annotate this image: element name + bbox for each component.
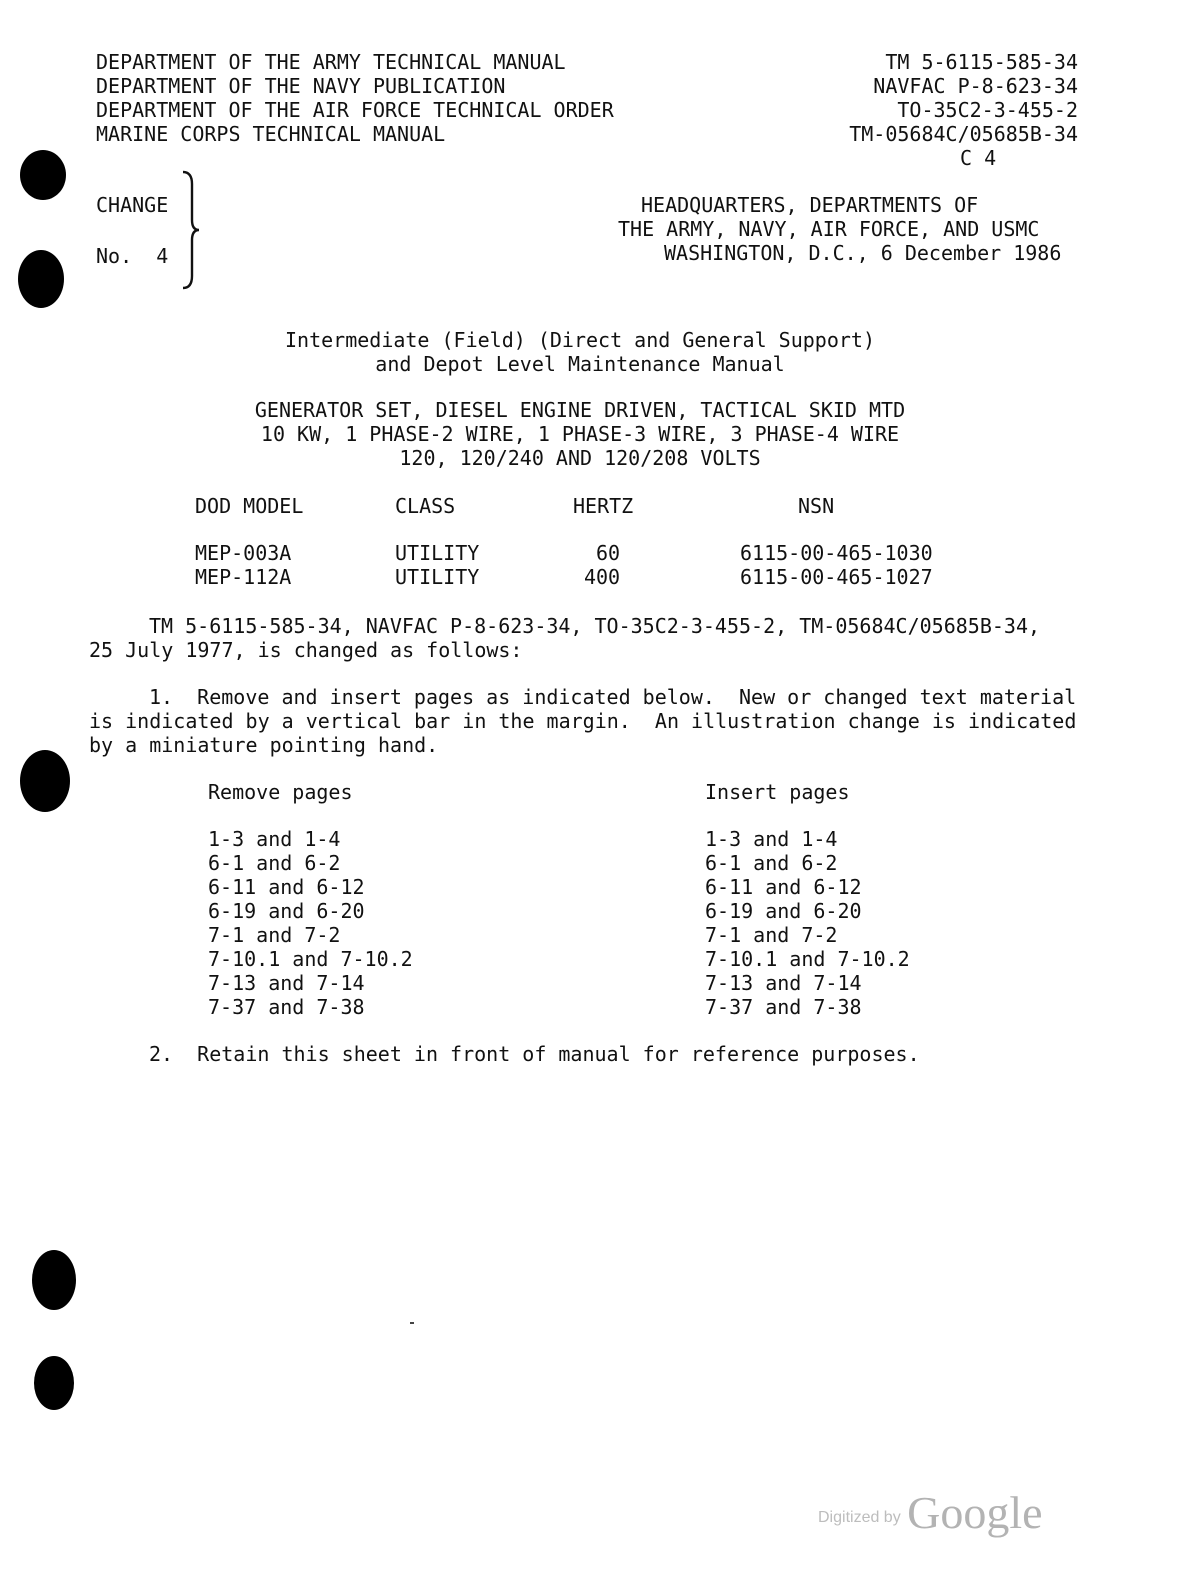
- table-cell-model: MEP-003A: [195, 541, 292, 565]
- manual-subtitle: and Depot Level Maintenance Manual: [375, 352, 785, 376]
- binder-hole: [20, 150, 66, 200]
- scan-speck: [410, 1322, 414, 1324]
- list-item: 7-37 and 7-38: [208, 995, 365, 1019]
- watermark-brand: Google: [907, 1487, 1043, 1538]
- change-code: C 4: [960, 146, 997, 170]
- headquarters-line: HEADQUARTERS, DEPARTMENTS OF: [641, 193, 979, 217]
- list-item: 6-11 and 6-12: [208, 875, 365, 899]
- intro-line: TM 5-6115-585-34, NAVFAC P-8-623-34, TO-35C2-3-455-2, TM-05684C/05685B-34,: [149, 614, 1041, 638]
- equipment-title: 10 KW, 1 PHASE-2 WIRE, 1 PHASE-3 WIRE, 3 PHASE-4 WIRE: [260, 422, 900, 446]
- equipment-title: 120, 120/240 AND 120/208 VOLTS: [399, 446, 761, 470]
- list-item: 1-3 and 1-4: [208, 827, 341, 851]
- binder-hole: [20, 750, 70, 812]
- table-header-nsn: NSN: [798, 494, 835, 518]
- list-item: 6-19 and 6-20: [705, 899, 862, 923]
- watermark-prefix: Digitized by: [818, 1509, 901, 1526]
- list-item: 7-10.1 and 7-10.2: [208, 947, 413, 971]
- document-number: TM-05684C/05685B-34: [849, 122, 1078, 146]
- header-left-line: DEPARTMENT OF THE NAVY PUBLICATION: [96, 74, 506, 98]
- change-number: No. 4: [96, 244, 169, 268]
- intro-line: 25 July 1977, is changed as follows:: [89, 638, 523, 662]
- header-left-line: DEPARTMENT OF THE ARMY TECHNICAL MANUAL: [96, 50, 566, 74]
- list-item: 7-10.1 and 7-10.2: [705, 947, 910, 971]
- instruction-line: by a miniature pointing hand.: [89, 733, 439, 757]
- equipment-title: GENERATOR SET, DIESEL ENGINE DRIVEN, TACTICAL SKID MTD: [254, 398, 906, 422]
- table-header-model: DOD MODEL: [195, 494, 304, 518]
- list-item: 7-37 and 7-38: [705, 995, 862, 1019]
- table-cell-class: UTILITY: [395, 565, 480, 589]
- list-item: 1-3 and 1-4: [705, 827, 838, 851]
- list-item: 6-1 and 6-2: [705, 851, 838, 875]
- document-number: TO-35C2-3-455-2: [897, 98, 1078, 122]
- instruction-line: is indicated by a vertical bar in the margin. An illustration change is indicated: [89, 709, 1077, 733]
- list-item: 6-1 and 6-2: [208, 851, 341, 875]
- header-left-line: MARINE CORPS TECHNICAL MANUAL: [96, 122, 446, 146]
- instruction-line: 1. Remove and insert pages as indicated below. New or changed text material: [149, 685, 1077, 709]
- header-left-line: DEPARTMENT OF THE AIR FORCE TECHNICAL ORDER: [96, 98, 614, 122]
- list-item: 7-1 and 7-2: [705, 923, 838, 947]
- headquarters-line: THE ARMY, NAVY, AIR FORCE, AND USMC: [618, 217, 1040, 241]
- binder-hole: [32, 1250, 76, 1310]
- table-header-hertz: HERTZ: [573, 494, 634, 518]
- list-item: 6-19 and 6-20: [208, 899, 365, 923]
- list-item: 7-13 and 7-14: [705, 971, 862, 995]
- instruction-line: 2. Retain this sheet in front of manual for reference purposes.: [149, 1042, 920, 1066]
- binder-hole: [18, 250, 64, 308]
- table-cell-hertz: 400: [583, 565, 621, 589]
- remove-pages-header: Remove pages: [208, 780, 353, 804]
- table-cell-hertz: 60: [595, 541, 621, 565]
- document-number: TM 5-6115-585-34: [885, 50, 1078, 74]
- list-item: 7-13 and 7-14: [208, 971, 365, 995]
- document-number: NAVFAC P-8-623-34: [873, 74, 1078, 98]
- headquarters-line: WASHINGTON, D.C., 6 December 1986: [664, 241, 1062, 265]
- list-item: 6-11 and 6-12: [705, 875, 862, 899]
- manual-subtitle: Intermediate (Field) (Direct and General Support): [284, 328, 875, 352]
- brace-icon: [180, 170, 200, 290]
- change-label: CHANGE: [96, 193, 169, 217]
- table-cell-nsn: 6115-00-465-1027: [740, 565, 933, 589]
- digitized-watermark: [818, 1487, 1043, 1538]
- table-cell-model: MEP-112A: [195, 565, 292, 589]
- table-cell-class: UTILITY: [395, 541, 480, 565]
- binder-hole: [34, 1356, 74, 1410]
- list-item: 7-1 and 7-2: [208, 923, 341, 947]
- insert-pages-header: Insert pages: [705, 780, 850, 804]
- table-cell-nsn: 6115-00-465-1030: [740, 541, 933, 565]
- table-header-class: CLASS: [395, 494, 456, 518]
